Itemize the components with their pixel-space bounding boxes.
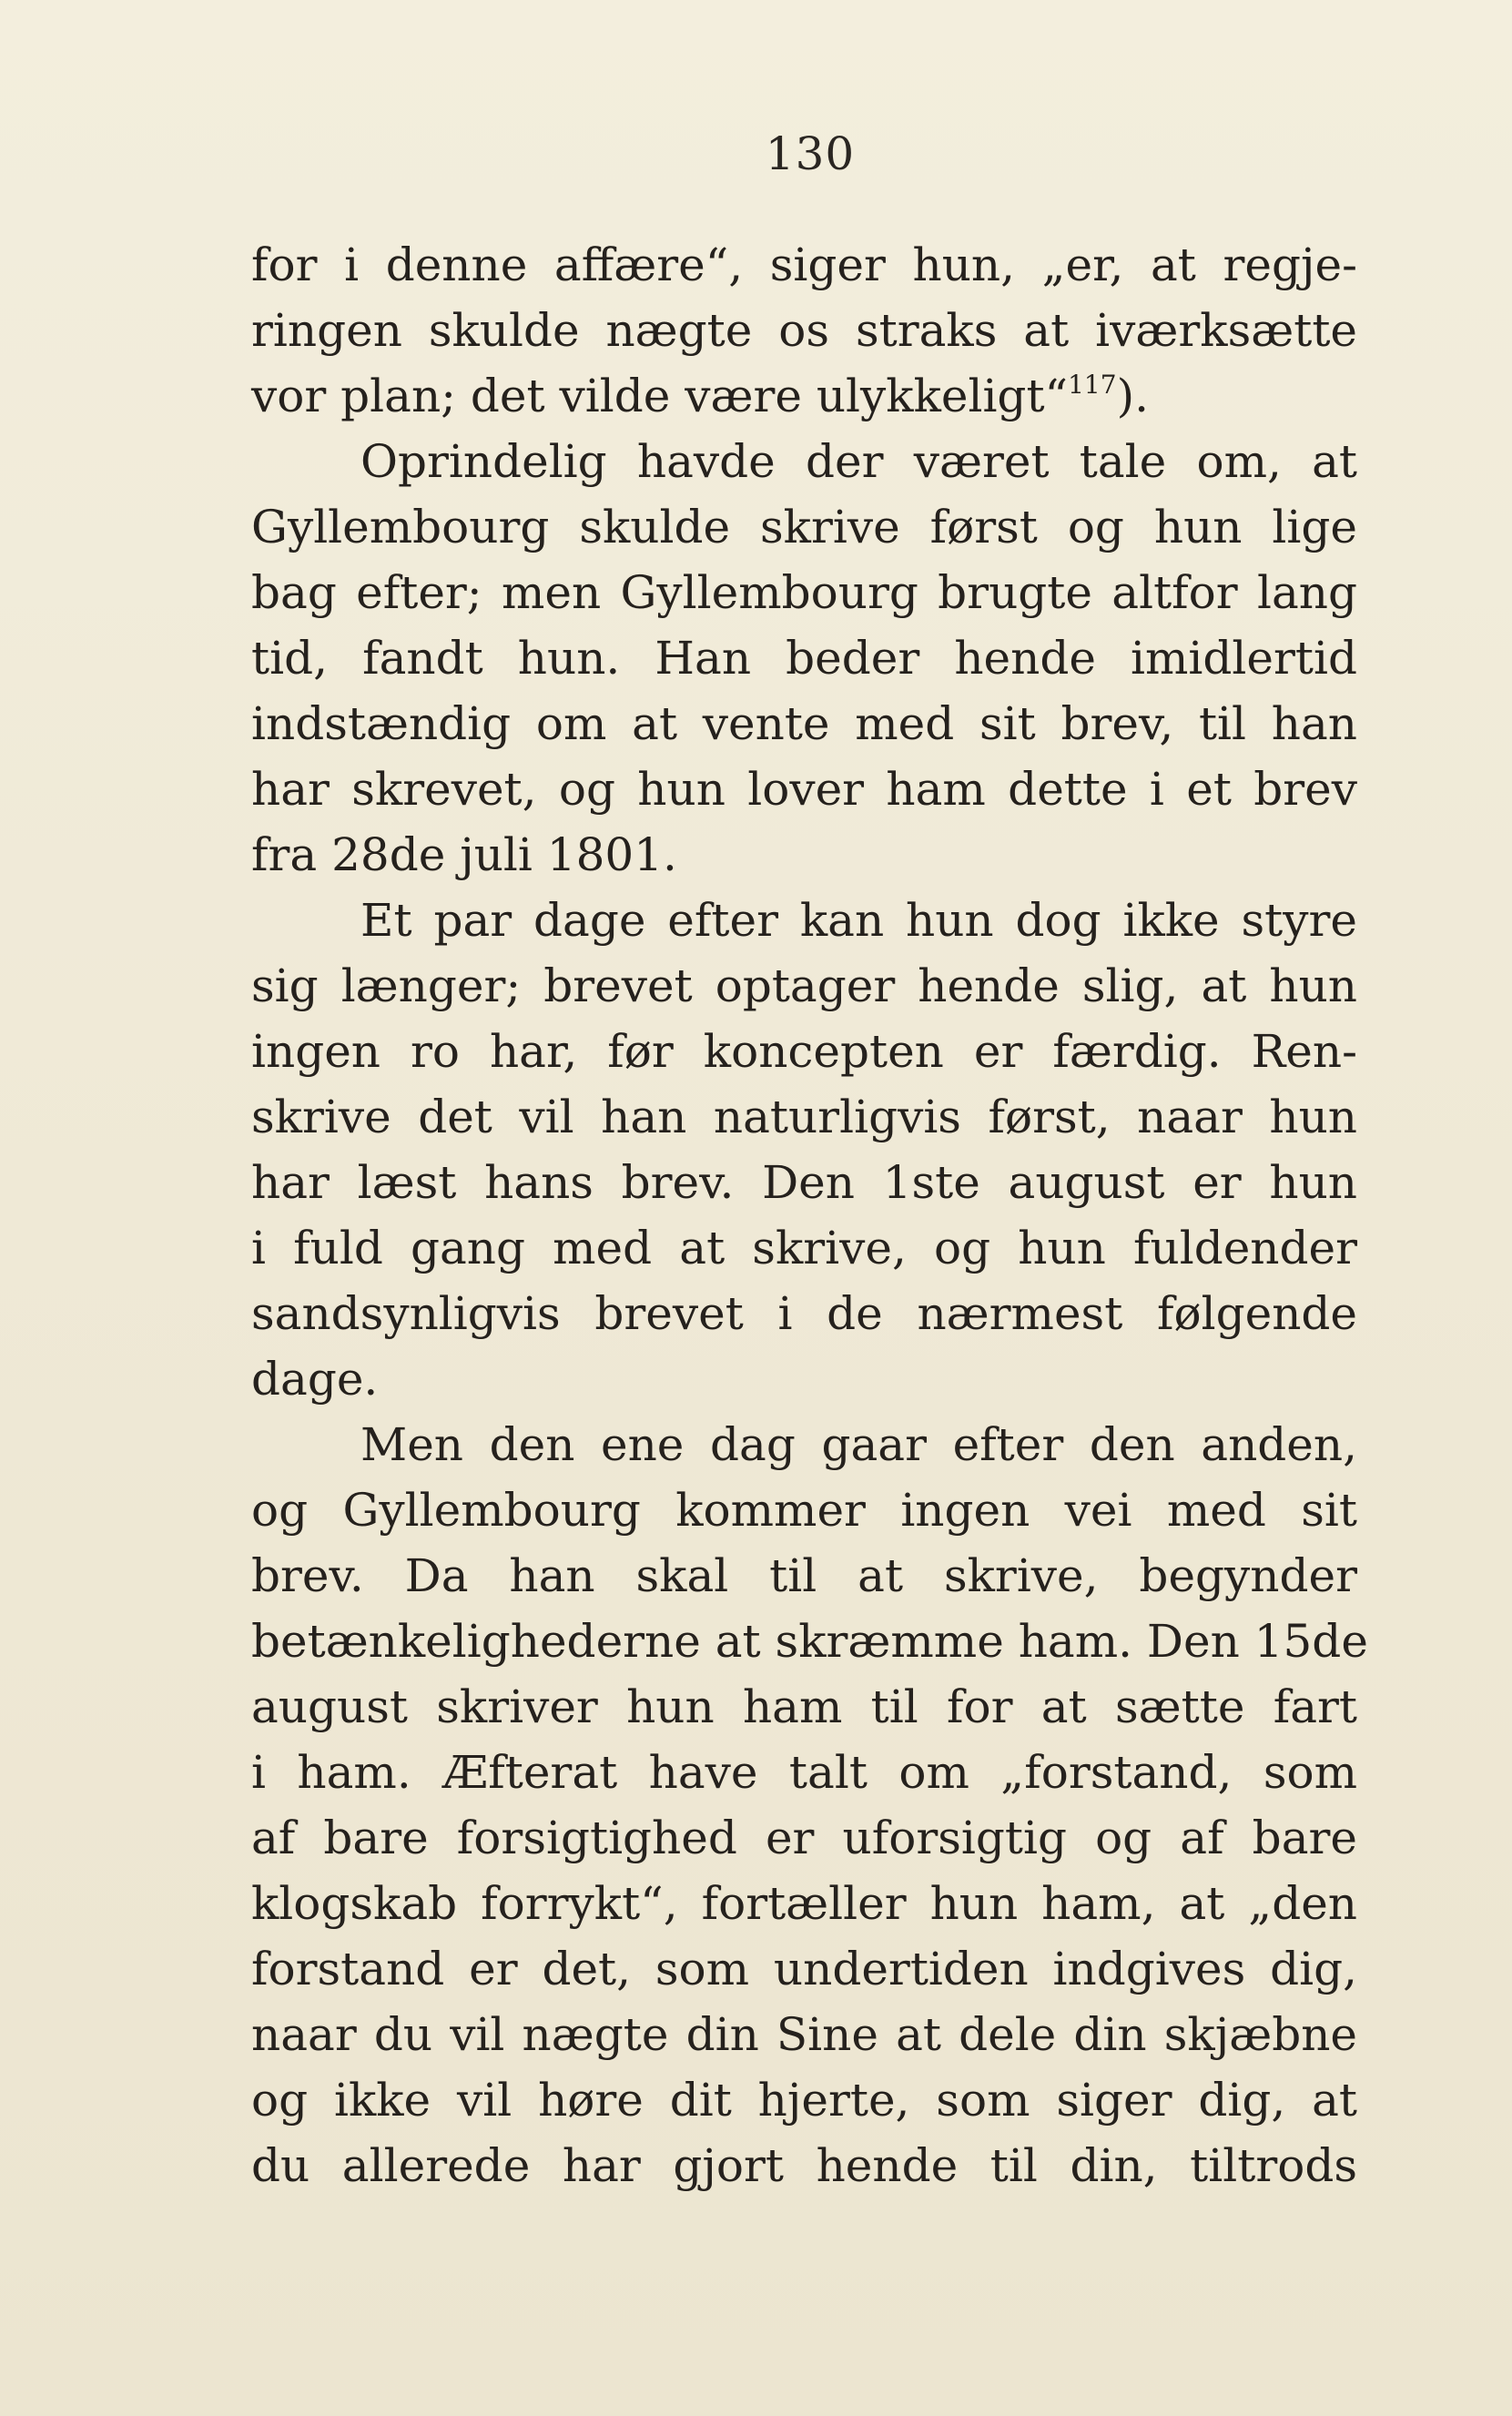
footnote-reference: 117: [1068, 370, 1117, 400]
text-line: dage.: [251, 1353, 379, 1406]
text-line: ringen skulde nægte os straks at iværksætte: [251, 304, 1357, 357]
text-line: Oprindelig havde der været tale om, at: [360, 435, 1357, 488]
text-line: og Gyllembourg kommer ingen vei med sit: [251, 1484, 1357, 1537]
text-line-content: vor plan; det vilde være ulykkeligt“: [251, 370, 1069, 422]
text-line: ingen ro har, før koncepten er færdig. Ren-: [251, 1025, 1357, 1078]
text-line: i ham. Æfterat have talt om „forstand, som: [251, 1746, 1357, 1799]
text-line: skrive det vil han naturligvis først, naar hun: [251, 1091, 1357, 1143]
text-line: august skriver hun ham til for at sætte fart: [251, 1680, 1357, 1733]
text-line: sandsynligvis brevet i de nærmest følgende: [251, 1287, 1357, 1340]
text-line: naar du vil nægte din Sine at dele din skjæbne: [251, 2008, 1357, 2061]
text-line: har læst hans brev. Den 1ste august er hun: [251, 1156, 1357, 1209]
text-line: af bare forsigtighed er uforsigtig og af bare: [251, 1812, 1357, 1864]
text-line: klogskab forrykt“, fortæller hun ham, at „den: [251, 1877, 1357, 1930]
text-line: i fuld gang med at skrive, og hun fuldender: [251, 1222, 1357, 1274]
text-line: tid, fandt hun. Han beder hende imidlertid: [251, 632, 1357, 685]
text-line: indstændig om at vente med sit brev, til han: [251, 697, 1357, 750]
text-line: bag efter; men Gyllembourg brugte altfor lang: [251, 566, 1357, 619]
footnote-close: ).: [1116, 370, 1149, 422]
body-text: [251, 232, 1368, 2198]
text-line: betænkelighederne at skræmme ham. Den 15de: [251, 1615, 1368, 1668]
text-line-with-footnote: [251, 363, 1357, 429]
text-line: har skrevet, og hun lover ham dette i et brev: [251, 763, 1357, 816]
text-line: brev. Da han skal til at skrive, begynder: [251, 1549, 1357, 1602]
text-line: forstand er det, som undertiden indgives dig,: [251, 1943, 1357, 1995]
text-line: du allerede har gjort hende til din, tiltrods: [251, 2139, 1357, 2192]
text-line: for i denne affære“, siger hun, „er, at regje-: [251, 239, 1357, 291]
text-line: Et par dage efter kan hun dog ikke styre: [360, 894, 1357, 947]
text-line: og ikke vil høre dit hjerte, som siger dig, at: [251, 2074, 1357, 2127]
text-line: Gyllembourg skulde skrive først og hun lige: [251, 501, 1357, 553]
text-line: fra 28de juli 1801.: [251, 828, 677, 881]
text-line: Men den ene dag gaar efter den anden,: [360, 1418, 1357, 1471]
text-line: sig længer; brevet optager hende slig, at hun: [251, 959, 1357, 1012]
page-number: 130: [765, 127, 856, 180]
